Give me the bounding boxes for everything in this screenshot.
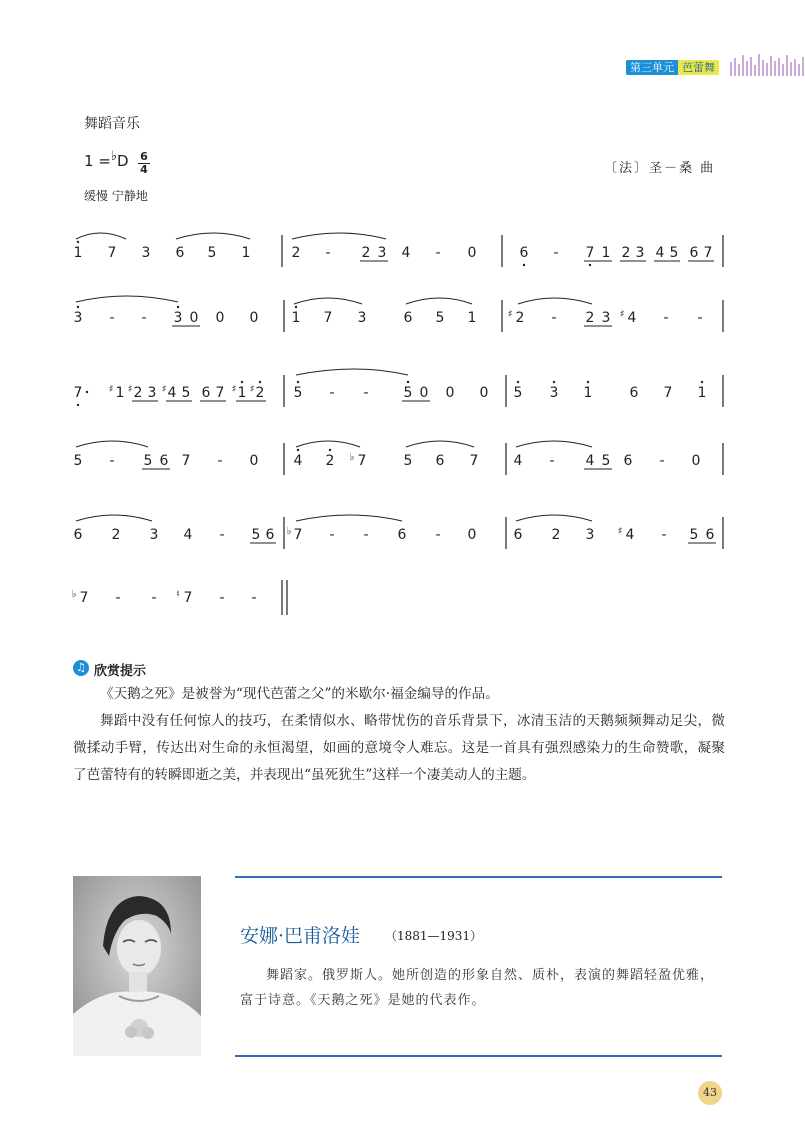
svg-text:0: 0: [691, 453, 701, 469]
svg-text:♯: ♯: [507, 309, 513, 320]
score-row-5: [70, 507, 730, 557]
svg-text:0: 0: [479, 385, 489, 401]
svg-text:2: 2: [291, 245, 301, 261]
svg-text:-: -: [363, 527, 369, 543]
svg-text:5: 5: [689, 527, 699, 543]
svg-text:1: 1: [241, 245, 251, 261]
notation-row-4: [70, 433, 730, 483]
svg-text:5: 5: [601, 453, 611, 469]
svg-text:-: -: [151, 590, 157, 606]
svg-text:2: 2: [585, 310, 595, 326]
portrait-photo: [73, 876, 201, 1056]
svg-text:6: 6: [73, 527, 83, 543]
svg-text:7: 7: [215, 385, 225, 401]
svg-text:7: 7: [357, 453, 367, 469]
notation-row-3: [70, 365, 730, 415]
svg-text:2: 2: [361, 245, 371, 261]
key-note: D: [117, 152, 129, 170]
svg-text:4: 4: [183, 527, 193, 543]
svg-text:0: 0: [467, 245, 477, 261]
svg-text:4: 4: [401, 245, 411, 261]
svg-text:♮: ♮: [176, 589, 180, 600]
svg-text:2: 2: [621, 245, 631, 261]
svg-text:5: 5: [143, 453, 153, 469]
svg-text:5: 5: [403, 385, 413, 401]
svg-text:7: 7: [183, 590, 193, 606]
time-top: 6: [140, 150, 148, 163]
svg-text:5: 5: [669, 245, 679, 261]
svg-text:5: 5: [293, 385, 303, 401]
svg-text:♭: ♭: [349, 452, 355, 463]
svg-text:-: -: [109, 310, 115, 326]
svg-text:6: 6: [513, 527, 523, 543]
tempo-marking: 缓慢 宁静地: [84, 189, 148, 203]
svg-text:-: -: [329, 527, 335, 543]
svg-text:1: 1: [601, 245, 611, 261]
music-note-icon: ♫: [73, 660, 89, 676]
svg-text:6: 6: [403, 310, 413, 326]
unit-label: 第三单元: [626, 60, 678, 75]
svg-text:♯: ♯: [127, 384, 133, 395]
svg-text:♯: ♯: [161, 384, 167, 395]
svg-text:-: -: [697, 310, 703, 326]
svg-text:5: 5: [181, 385, 191, 401]
svg-text:-: -: [551, 310, 557, 326]
svg-text:1: 1: [291, 310, 301, 326]
svg-text:1: 1: [583, 385, 593, 401]
bio-divider-bottom: [235, 1055, 722, 1057]
score-row-4: [70, 433, 730, 483]
svg-text:-: -: [325, 245, 331, 261]
page-number: 43: [698, 1081, 722, 1105]
key-signature: [84, 149, 129, 170]
svg-text:7: 7: [469, 453, 479, 469]
time-bottom: 4: [138, 163, 150, 176]
svg-text:6: 6: [175, 245, 185, 261]
notation-row-1: [70, 225, 730, 275]
score-row-3: [70, 365, 730, 415]
svg-text:5: 5: [435, 310, 445, 326]
svg-text:♯: ♯: [619, 309, 625, 320]
svg-text:4: 4: [655, 245, 665, 261]
svg-text:-: -: [549, 453, 555, 469]
svg-text:6: 6: [623, 453, 633, 469]
svg-text:4: 4: [167, 385, 177, 401]
svg-text:1: 1: [73, 245, 83, 261]
svg-text:2: 2: [255, 385, 265, 401]
svg-text:0: 0: [445, 385, 455, 401]
svg-text:-: -: [363, 385, 369, 401]
svg-text:-: -: [219, 527, 225, 543]
bio-text: 舞蹈家。俄罗斯人。她所创造的形象自然、质朴，表演的舞蹈轻盈优雅，富于诗意。《天鹅之死》是她的代表作。: [240, 968, 715, 1008]
svg-text:-: -: [217, 453, 223, 469]
notation-row-6: [70, 575, 730, 625]
svg-text:♭: ♭: [286, 526, 292, 537]
svg-text:3: 3: [635, 245, 645, 261]
notation-row-2: [70, 290, 730, 340]
score-row-6: [70, 575, 730, 625]
svg-text:1: 1: [237, 385, 247, 401]
composer-credit: 〔法〕圣－桑 曲: [604, 161, 716, 176]
unit-badge: [626, 60, 719, 75]
svg-text:0: 0: [419, 385, 429, 401]
svg-text:3: 3: [147, 385, 157, 401]
svg-text:3: 3: [73, 310, 83, 326]
svg-text:-: -: [251, 590, 257, 606]
svg-text:0: 0: [467, 527, 477, 543]
bio-name: 安娜·巴甫洛娃: [240, 925, 361, 947]
svg-text:-: -: [219, 590, 225, 606]
svg-text:6: 6: [159, 453, 169, 469]
svg-text:5: 5: [207, 245, 217, 261]
svg-text:♭: ♭: [71, 589, 77, 600]
svg-text:3: 3: [173, 310, 183, 326]
svg-text:6: 6: [397, 527, 407, 543]
svg-text:2: 2: [325, 453, 335, 469]
svg-text:5: 5: [513, 385, 523, 401]
svg-text:2: 2: [111, 527, 121, 543]
svg-text:♯: ♯: [617, 526, 623, 537]
score-row-1: [70, 225, 730, 275]
svg-text:6: 6: [519, 245, 529, 261]
svg-text:3: 3: [549, 385, 559, 401]
svg-text:7: 7: [181, 453, 191, 469]
svg-text:-: -: [663, 310, 669, 326]
appreciation-title: 欣赏提示: [94, 664, 147, 679]
svg-text:3: 3: [357, 310, 367, 326]
svg-text:3: 3: [377, 245, 387, 261]
svg-text:3: 3: [585, 527, 595, 543]
svg-text:0: 0: [215, 310, 225, 326]
svg-text:1: 1: [697, 385, 707, 401]
svg-text:7: 7: [107, 245, 117, 261]
svg-text:6: 6: [265, 527, 275, 543]
section-title: 舞蹈音乐: [84, 116, 140, 132]
svg-text:6: 6: [705, 527, 715, 543]
svg-text:4: 4: [585, 453, 595, 469]
svg-text:5: 5: [403, 453, 413, 469]
svg-text:-: -: [115, 590, 121, 606]
svg-text:5: 5: [251, 527, 261, 543]
time-signature: [138, 151, 150, 176]
svg-text:3: 3: [141, 245, 151, 261]
svg-text:0: 0: [189, 310, 199, 326]
svg-text:5: 5: [73, 453, 83, 469]
svg-text:2: 2: [551, 527, 561, 543]
svg-text:3: 3: [149, 527, 159, 543]
svg-text:4: 4: [293, 453, 303, 469]
svg-text:♯: ♯: [108, 384, 114, 395]
svg-text:-: -: [661, 527, 667, 543]
svg-text:2: 2: [515, 310, 525, 326]
bio-divider-top: [235, 876, 722, 878]
svg-text:4: 4: [625, 527, 635, 543]
svg-text:-: -: [659, 453, 665, 469]
svg-text:-: -: [329, 385, 335, 401]
svg-text:-: -: [435, 527, 441, 543]
header-decoration-stripes: [730, 52, 805, 76]
svg-text:7: 7: [585, 245, 595, 261]
score-row-2: [70, 290, 730, 340]
svg-text:6: 6: [689, 245, 699, 261]
svg-text:7: 7: [663, 385, 673, 401]
svg-text:7: 7: [79, 590, 89, 606]
bio-years: （1881—1931）: [385, 929, 483, 943]
svg-text:0: 0: [249, 310, 259, 326]
topic-label: 芭蕾舞: [678, 60, 719, 75]
svg-text:♯: ♯: [249, 384, 255, 395]
appreciation-paragraph-1: 《天鹅之死》是被誉为“现代芭蕾之父”的米歇尔·福金编导的作品。: [100, 686, 499, 702]
svg-text:3: 3: [601, 310, 611, 326]
key-label: 1 =: [84, 152, 111, 170]
svg-text:0: 0: [249, 453, 259, 469]
svg-text:7: 7: [323, 310, 333, 326]
svg-text:6: 6: [435, 453, 445, 469]
svg-text:4: 4: [627, 310, 637, 326]
svg-text:-: -: [141, 310, 147, 326]
notation-row-5: [70, 507, 730, 557]
svg-text:-: -: [553, 245, 559, 261]
svg-text:-: -: [435, 245, 441, 261]
key-flat: ♭: [110, 149, 118, 164]
svg-text:-: -: [109, 453, 115, 469]
svg-text:6: 6: [201, 385, 211, 401]
appreciation-paragraph-2: 舞蹈中没有任何惊人的技巧，在柔情似水、略带忧伤的音乐背景下，冰清玉洁的天鹅频频舞动足尖，微微揉动手臂，传达出对生命的永恒渴望，如画的意境令人难忘。这是一首具有强烈感染力的生命赞歌，凝聚了芭蕾特有的转瞬即逝之美，并表现出“虽死犹生”这样一个凄美动人的主题。: [73, 713, 725, 783]
svg-text:1: 1: [467, 310, 477, 326]
svg-text:1: 1: [115, 385, 125, 401]
svg-text:♯: ♯: [231, 384, 237, 395]
svg-text:2: 2: [133, 385, 143, 401]
svg-text:6: 6: [629, 385, 639, 401]
svg-text:7: 7: [293, 527, 303, 543]
svg-text:4: 4: [513, 453, 523, 469]
svg-text:7: 7: [73, 385, 83, 401]
svg-text:7: 7: [703, 245, 713, 261]
